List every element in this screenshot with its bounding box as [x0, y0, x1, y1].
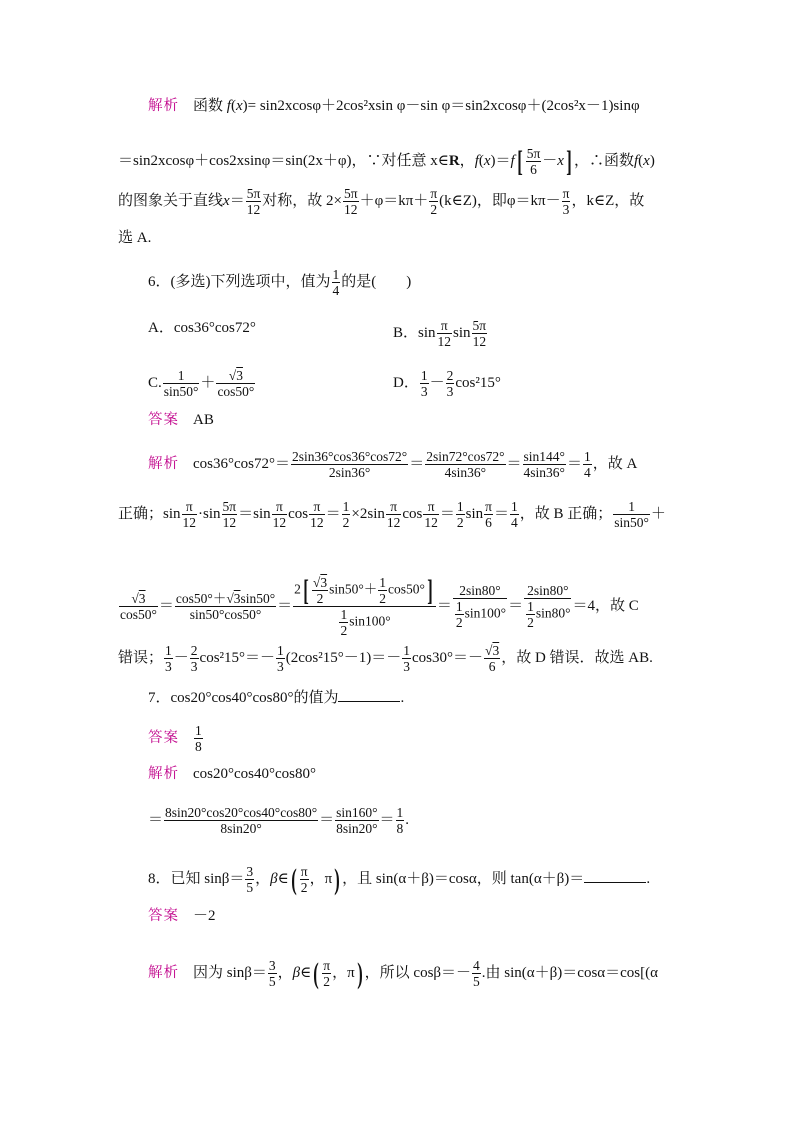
q6-answer: 答案 AB: [148, 412, 214, 428]
q7-analysis-1: 解析 cos20°cos40°cos80°: [148, 766, 316, 782]
sec5-line2: ＝sin2xcosφ＋cos2xsinφ＝sin(2x＋φ)，∵对任意 x∈R，f(x)＝f[ $\frac{5\pi}{6}$ －x] ，∴函数f(x): [118, 144, 655, 178]
q6-analysis-d: 错误； $\frac{1}{3}$ － $\frac{2}{3}$ cos²15°＝－ $\frac{1}{3}$ (2cos²15°－1)＝－ $\frac{1}{3}$ cos30°＝－ $\frac{√3}{6}$ ，故 D 错误．故选 AB.: [118, 643, 653, 674]
q6-option-a: A．cos36°cos72°: [148, 320, 256, 336]
sec5-line4: 选 A.: [118, 230, 152, 246]
q6-stem: 6．(多选)下列选项中，值为 $\frac{1}{4}$ 的是( ): [148, 267, 412, 298]
q6-analysis-b: 正确；sin $\frac{\pi}{12}$ ·sin $\frac{5\pi}{12}$ ＝sin $\frac{\pi}{12}$ cos $\frac{\pi}{12}$ ＝ $\frac{1}{2}$ ×2sin $\frac{\pi}{12}$ cos $\frac{\pi}{12}$ ＝ $\frac{1}{2}$ sin $\frac{\pi}{6}$ ＝ $\frac{1}{4}$ ，故 B 正确； $\frac{1}{\sin 50^\circ}$ ＋: [118, 499, 666, 530]
q6-option-b: B．sin $\frac{\pi}{12}$ sin $\frac{5\pi}{12}$: [393, 318, 487, 349]
q8-answer: 答案 －2: [148, 908, 216, 924]
q6-option-d: D． $\frac{1}{3}$ － $\frac{2}{3}$ cos²15°: [393, 368, 501, 399]
q8-analysis: 解析 因为 sinβ＝ $\frac{3}{5}$ ，β∈( $\frac{\pi}{2}$ ，π) ，所以 cosβ＝－ $\frac{4}{5}$ .由 sin(α＋β)＝cosα＝cos[(α: [148, 956, 658, 990]
q8-stem: 8．已知 sinβ＝ $\frac{3}{5}$ ，β∈( $\frac{\pi}{2}$ ，π) ，且 sin(α＋β)＝cosα，则 tan(α＋β)＝ .: [148, 862, 651, 896]
q7-answer: 答案 $\frac{1}{8}$: [148, 723, 202, 754]
q6-analysis-a: 解析 cos36°cos72°＝ $\frac{2\sin 36^\circ\cos 36^\circ\cos 72^\circ}{2\sin 36^\circ}$ ＝ $\frac{2\sin 72^\circ\cos 72^\circ}{4\sin 36^\circ}$ ＝ $\frac{\sin 144^\circ}{4\sin 36^\circ}$ ＝ $\frac{1}{4}$ ，故 A: [148, 449, 638, 480]
q6-analysis-c: $\frac{√3}{\cos 50^\circ}$ ＝ $\frac{\cos 50^\circ+√3\sin 50^\circ}{\sin 50^\circ\cos 50^\circ}$ ＝ 2[ $\frac{√3}{2}$ sin50°＋ $\frac{1}{2}$ cos50°] $\frac{1}{2}$ sin100° ＝ 2sin80° $\frac{1}{2}$ sin100° ＝ 2sin80° $\frac{1}{2}$ sin80° ＝4，故 C: [120, 573, 639, 638]
q7-analysis-2: ＝ $\frac{8\sin 20^\circ\cos 20^\circ\cos 40^\circ\cos 80^\circ}{8\sin 20^\circ}$ ＝ $\frac{\sin 160^\circ}{8\sin 20^\circ}$ ＝ $\frac{1}{8}$ .: [148, 805, 410, 836]
analysis-label: 解析: [148, 98, 179, 114]
q8-answer-blank[interactable]: [584, 868, 646, 883]
answer-label: 答案: [148, 412, 179, 428]
sec5-line3: 的图象关于直线x＝ $\frac{5\pi}{12}$ 对称，故 2× $\frac{5\pi}{12}$ ＋φ＝kπ＋ $\frac{\pi}{2}$ (k∈Z)，即φ＝kπ－ $\frac{\pi}{3}$ ，k∈Z，故: [118, 186, 645, 217]
q7-answer-blank[interactable]: [338, 687, 400, 702]
q6-option-c: C. $\frac{1}{\sin 50^\circ}$ ＋ $\frac{√3}{\cos 50^\circ}$: [148, 368, 255, 399]
q7-stem: 7．cos20°cos40°cos80°的值为 .: [148, 687, 404, 708]
sec5-line1: 解析 函数 f(x)= sin2xcosφ＋2cos²xsin φ－sin φ＝sin2xcosφ＋(2cos²x－1)sinφ: [148, 98, 640, 114]
